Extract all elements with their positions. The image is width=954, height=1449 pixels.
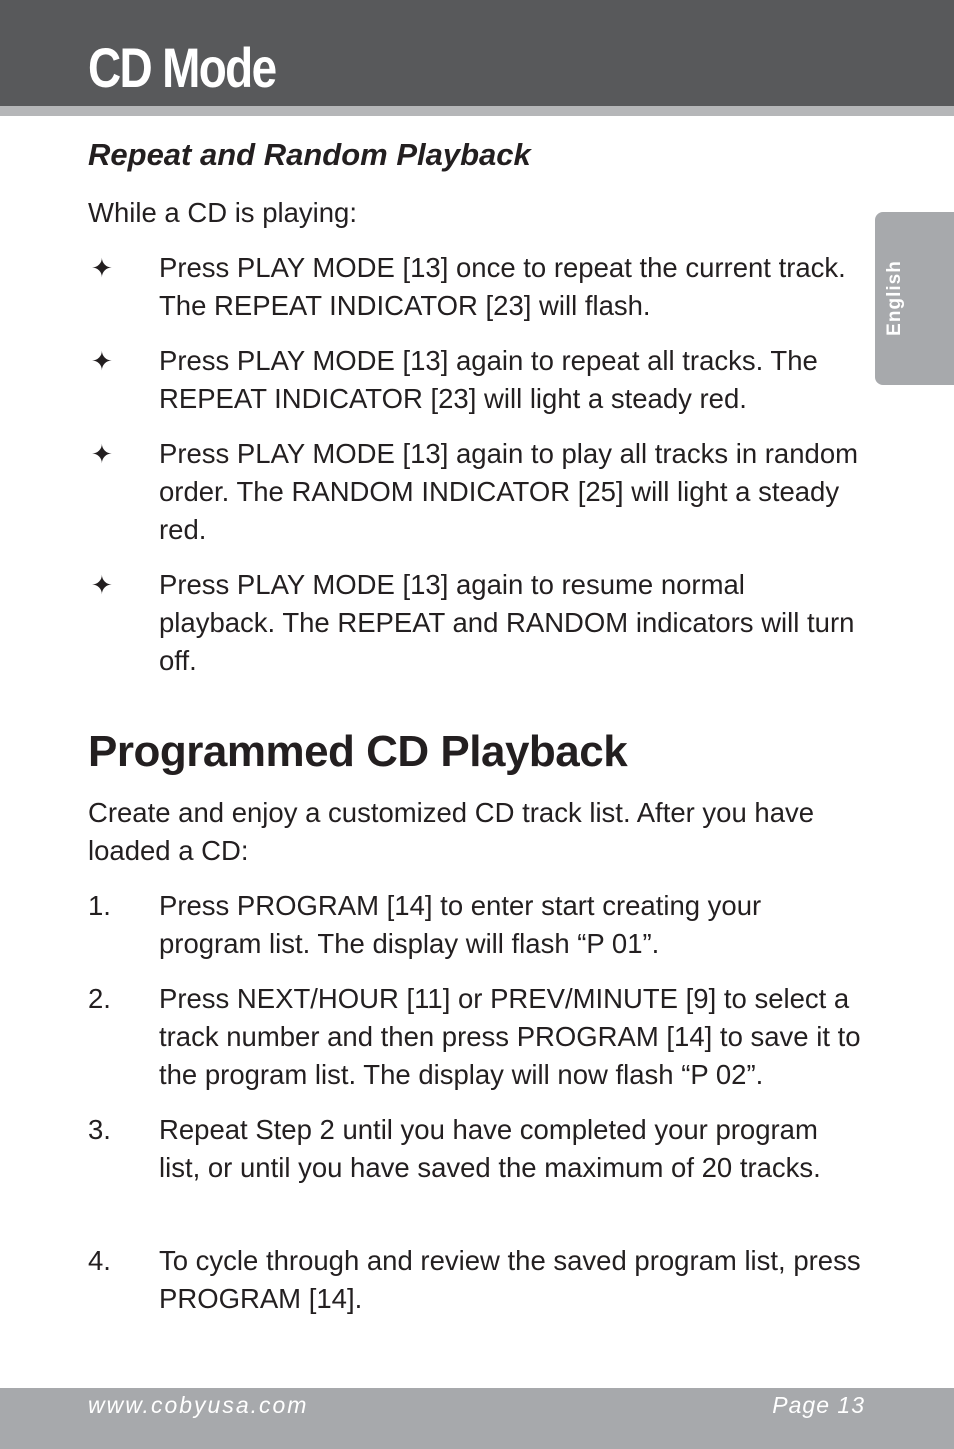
star-bullet-icon: ✦	[91, 439, 113, 469]
programmed-playback-heading: Programmed CD Playback	[88, 727, 628, 776]
step-text: Press NEXT/HOUR [11] or PREV/MINUTE [9] to select a track number and then press PROGRAM [14] to save it to the program list. The display will now flash “P 02”.	[159, 983, 861, 1090]
repeat-random-heading: Repeat and Random Playback	[88, 137, 531, 172]
star-bullet-icon: ✦	[91, 253, 113, 283]
step-number: 3.	[88, 1114, 111, 1145]
bullet-text: Press PLAY MODE [13] again to play all tracks in random order. The RANDOM INDICATOR [25] will light a steady red.	[159, 438, 859, 545]
bullet-text: Press PLAY MODE [13] again to resume normal playback. The REPEAT and RANDOM indicators will turn off.	[159, 569, 855, 676]
step-number: 1.	[88, 890, 111, 921]
bullet-text: Press PLAY MODE [13] again to repeat all tracks. The REPEAT INDICATOR [23] will light a steady red.	[159, 345, 818, 414]
footer-url: www.cobyusa.com	[88, 1392, 309, 1418]
step-number: 2.	[88, 983, 111, 1014]
bullet-text: Press PLAY MODE [13] once to repeat the current track. The REPEAT INDICATOR [23] will flash.	[159, 252, 846, 321]
header-stripe	[0, 106, 954, 116]
page-title: CD Mode	[88, 36, 276, 99]
repeat-intro: While a CD is playing:	[88, 197, 357, 228]
page-number: Page 13	[772, 1392, 865, 1418]
step-text: To cycle through and review the saved program list, press PROGRAM [14].	[159, 1245, 861, 1314]
step-number: 4.	[88, 1245, 111, 1276]
step-text: Repeat Step 2 until you have completed your program list, or until you have saved the maximum of 20 tracks.	[159, 1114, 821, 1183]
step-text: Press PROGRAM [14] to enter start creating your program list. The display will flash “P 01”.	[159, 890, 762, 959]
star-bullet-icon: ✦	[91, 570, 113, 600]
star-bullet-icon: ✦	[91, 346, 113, 376]
language-label-text: English	[884, 260, 905, 336]
program-intro: Create and enjoy a customized CD track list. After you have loaded a CD:	[88, 797, 815, 866]
